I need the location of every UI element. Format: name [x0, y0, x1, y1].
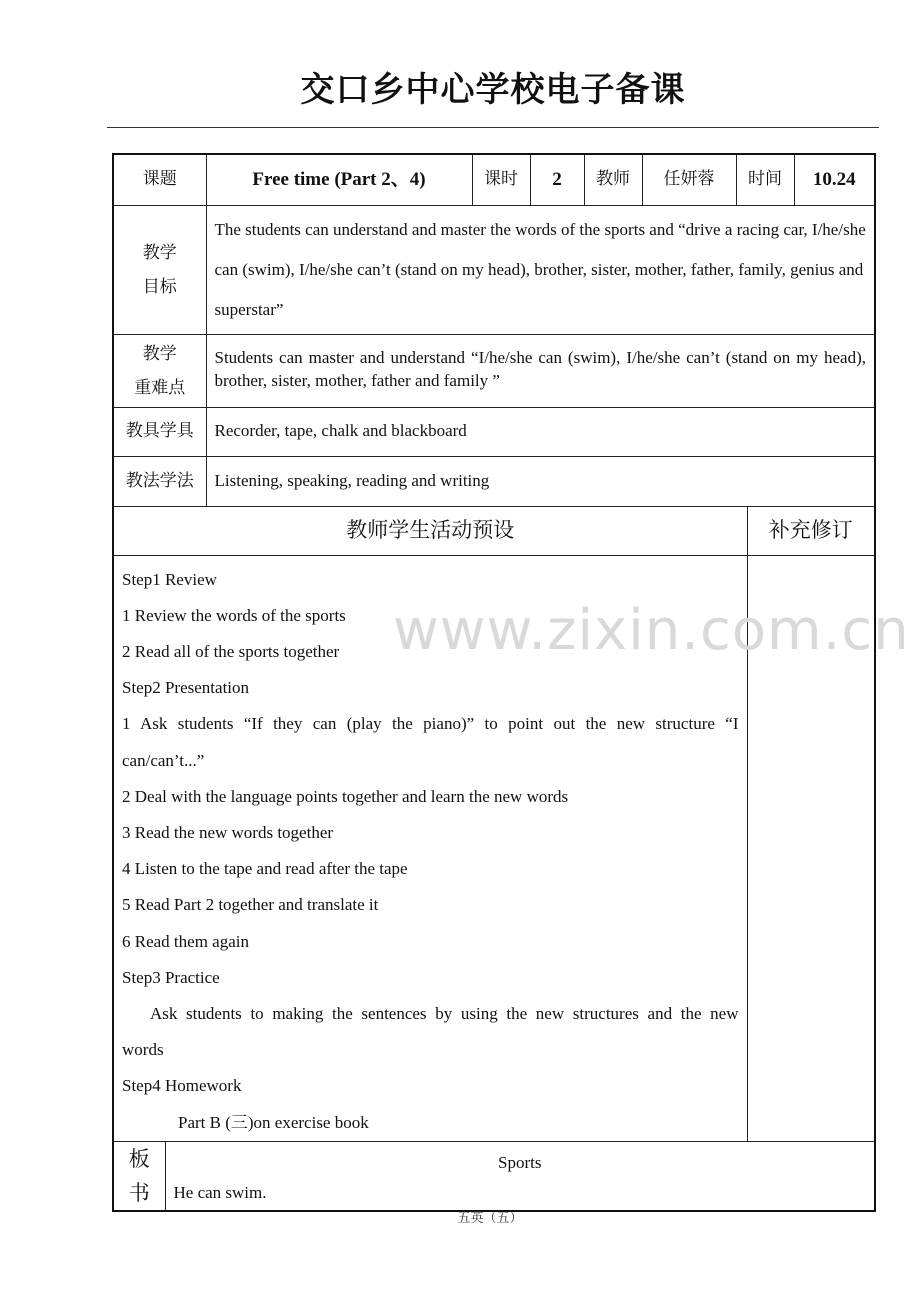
- time-value: 10.24: [794, 154, 875, 205]
- period-label: 课时: [472, 154, 530, 205]
- lesson-plan-table: [112, 153, 876, 1212]
- board-label: [113, 1141, 165, 1211]
- document-title: 交口乡中心学校电子备课: [300, 70, 686, 110]
- page-footer: 五英（五）: [457, 1211, 523, 1226]
- step2-item-1-line1: 1 Ask students “If they can (play the piano)” to point out the new structure “I: [122, 714, 739, 734]
- time-label: 时间: [736, 154, 794, 205]
- methods-row: [113, 456, 875, 506]
- key-points-label-line2: 重难点: [134, 377, 186, 398]
- step3-item-1-line1: Ask students to making the sentences by using the new structures and the new: [150, 1003, 739, 1023]
- objectives-text: The students can understand and master the words of the sports and “drive a racing car, I/he/she can (swim), I/he/she can’t (stand on my head), brother, sister, mother, father, family, genius and superstar”: [206, 205, 875, 334]
- info-row: [113, 154, 875, 205]
- materials-label: 教具学具: [113, 407, 206, 456]
- step2-item-6: 6 Read them again: [122, 931, 249, 951]
- key-points-label: [113, 334, 206, 407]
- step4-heading: Step4 Homework: [122, 1076, 242, 1096]
- step2-item-3: 3 Read the new words together: [122, 822, 334, 842]
- materials-row: [113, 407, 875, 456]
- board-line-1: He can swim.: [173, 1182, 267, 1202]
- materials-text: Recorder, tape, chalk and blackboard: [206, 407, 875, 456]
- objectives-row: [113, 205, 875, 334]
- revision-header: 补充修订: [747, 506, 875, 555]
- title-divider: [107, 127, 879, 128]
- methods-text: Listening, speaking, reading and writing: [206, 456, 875, 506]
- step4-item-1: Part B (三)on exercise book: [178, 1112, 369, 1132]
- step2-item-2: 2 Deal with the language points together and learn the new words: [122, 786, 569, 806]
- step1-heading: Step1 Review: [122, 569, 217, 589]
- activity-steps: [113, 555, 747, 1141]
- activity-header: 教师学生活动预设: [113, 506, 747, 555]
- step3-item-1-line2: words: [122, 1040, 164, 1060]
- revision-notes-cell: [747, 555, 875, 1141]
- topic-value: Free time (Part 2、4): [206, 154, 472, 205]
- step2-item-4: 4 Listen to the tape and read after the tape: [122, 859, 408, 879]
- step2-item-1-line2: can/can’t...”: [122, 750, 205, 770]
- period-value: 2: [530, 154, 584, 205]
- step1-item-2: 2 Read all of the sports together: [122, 641, 340, 661]
- step1-item-1: 1 Review the words of the sports: [122, 605, 346, 625]
- step3-heading: Step3 Practice: [122, 967, 220, 987]
- activity-header-row: [113, 506, 875, 555]
- board-title: Sports: [498, 1152, 542, 1172]
- watermark: www.zixin.com.cn: [393, 598, 910, 663]
- key-points-text: Students can master and understand “I/he/she can (swim), I/he/she can’t (stand on my head), brother, sister, mother, father and family ”: [206, 334, 875, 407]
- key-points-label-line1: 教学: [142, 343, 177, 364]
- topic-label: 课题: [113, 154, 206, 205]
- activity-row: [113, 555, 875, 1141]
- objectives-label-line1: 教学: [142, 242, 177, 263]
- board-label-line2: 书: [128, 1180, 150, 1205]
- step2-item-5: 5 Read Part 2 together and translate it: [122, 895, 379, 915]
- board-content: [165, 1141, 875, 1211]
- objectives-label: [113, 205, 206, 334]
- objectives-label-line2: 目标: [142, 276, 177, 297]
- key-points-row: [113, 334, 875, 407]
- board-label-line1: 板: [128, 1146, 150, 1171]
- methods-label: 教法学法: [113, 456, 206, 506]
- board-row: [113, 1141, 875, 1211]
- step2-heading: Step2 Presentation: [122, 678, 250, 698]
- teacher-value: 任妍蓉: [642, 154, 736, 205]
- teacher-label: 教师: [584, 154, 642, 205]
